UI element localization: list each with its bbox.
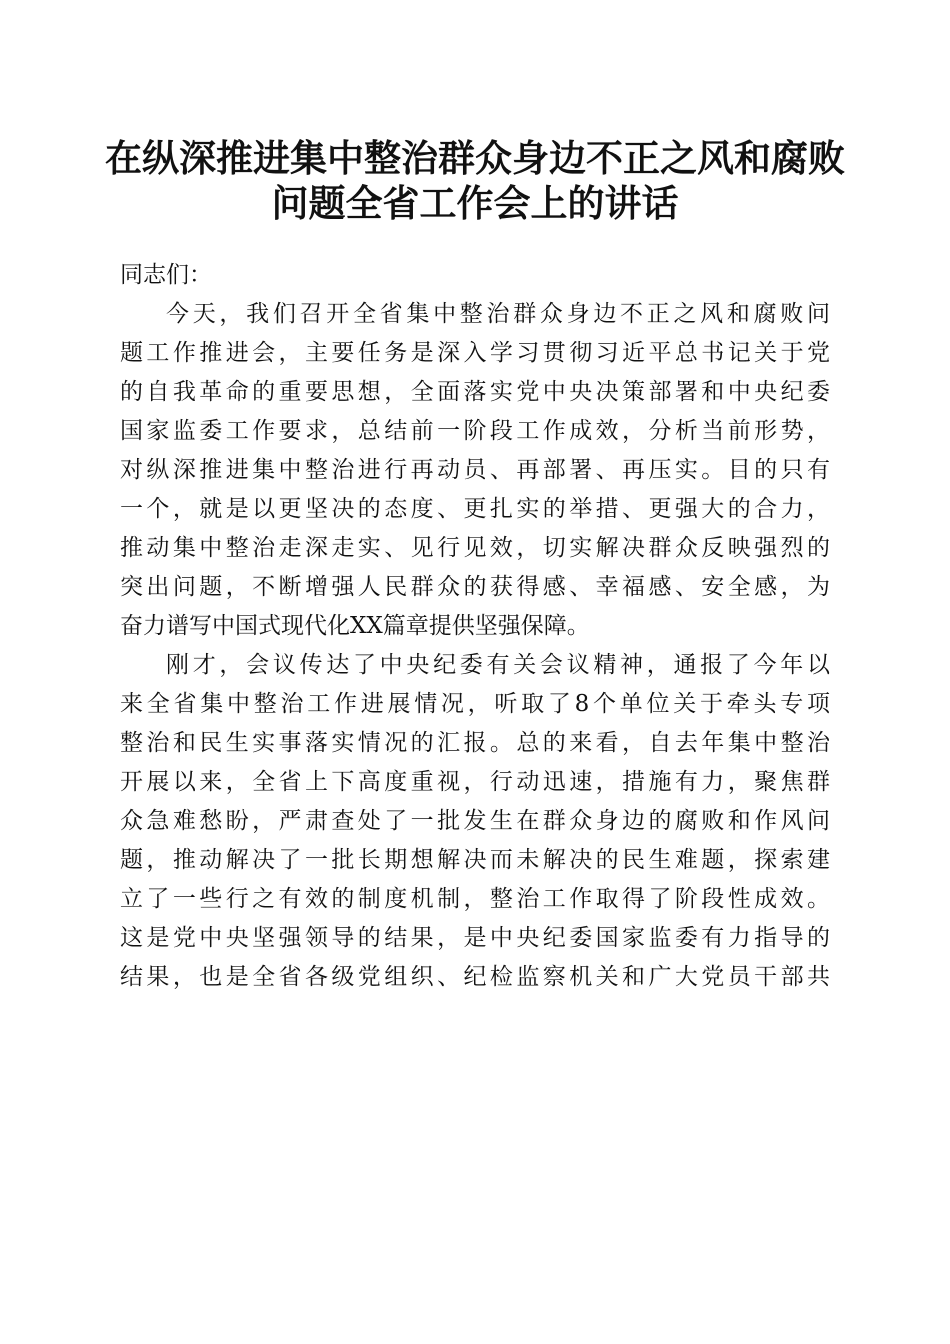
paragraph-line: 这是党中央坚强领导的结果，是中央纪委国家监委有力指导的: [120, 925, 830, 951]
paragraph-line: 今天，我们召开全省集中整治群众身边不正之风和腐败问: [166, 301, 830, 327]
paragraph-line: 题工作推进会，主要任务是深入学习贯彻习近平总书记关于党: [120, 340, 830, 366]
paragraph-line: 题，推动解决了一批长期想解决而未解决的民生难题，探索建: [120, 847, 830, 873]
document-title: [100, 136, 850, 226]
paragraph-line: 突出问题，不断增强人民群众的获得感、幸福感、安全感，为: [120, 574, 830, 600]
paragraph-line: 一个，就是以更坚决的态度、更扎实的举措、更强大的合力，: [120, 496, 830, 522]
paragraph-line: 国家监委工作要求，总结前一阶段工作成效，分析当前形势，: [120, 418, 830, 444]
paragraph-line: 开展以来，全省上下高度重视，行动迅速，措施有力，聚焦群: [120, 769, 830, 795]
paragraph-line: 结果，也是全省各级党组织、纪检监察机关和广大党员干部共: [120, 964, 830, 990]
paragraph-line: 来全省集中整治工作进展情况，听取了8个单位关于牵头专项: [120, 691, 830, 717]
title-line-2: 问题全省工作会上的讲话: [271, 181, 679, 225]
paragraph-2: [120, 646, 830, 997]
salutation: 同志们：: [120, 262, 212, 288]
paragraph-line: 众急难愁盼，严肃查处了一批发生在群众身边的腐败和作风问: [120, 808, 830, 834]
paragraph-line: 对纵深推进集中整治进行再动员、再部署、再压实。目的只有: [120, 457, 830, 483]
title-line-1: 在纵深推进集中整治群众身边不正之风和腐败: [105, 136, 845, 180]
paragraph-line: 推动集中整治走深走实、见行见效，切实解决群众反映强烈的: [120, 535, 830, 561]
paragraph-line: 的自我革命的重要思想，全面落实党中央决策部署和中央纪委: [120, 379, 830, 405]
paragraph-line: 立了一些行之有效的制度机制，整治工作取得了阶段性成效。: [120, 886, 830, 912]
paragraph-1: [120, 295, 830, 646]
paragraph-line: 整治和民生实事落实情况的汇报。总的来看，自去年集中整治: [120, 730, 830, 756]
paragraph-line: 刚才，会议传达了中央纪委有关会议精神，通报了今年以: [166, 652, 830, 678]
paragraph-line: 奋力谱写中国式现代化XX篇章提供坚强保障。: [120, 613, 590, 639]
document-body: [120, 256, 830, 997]
